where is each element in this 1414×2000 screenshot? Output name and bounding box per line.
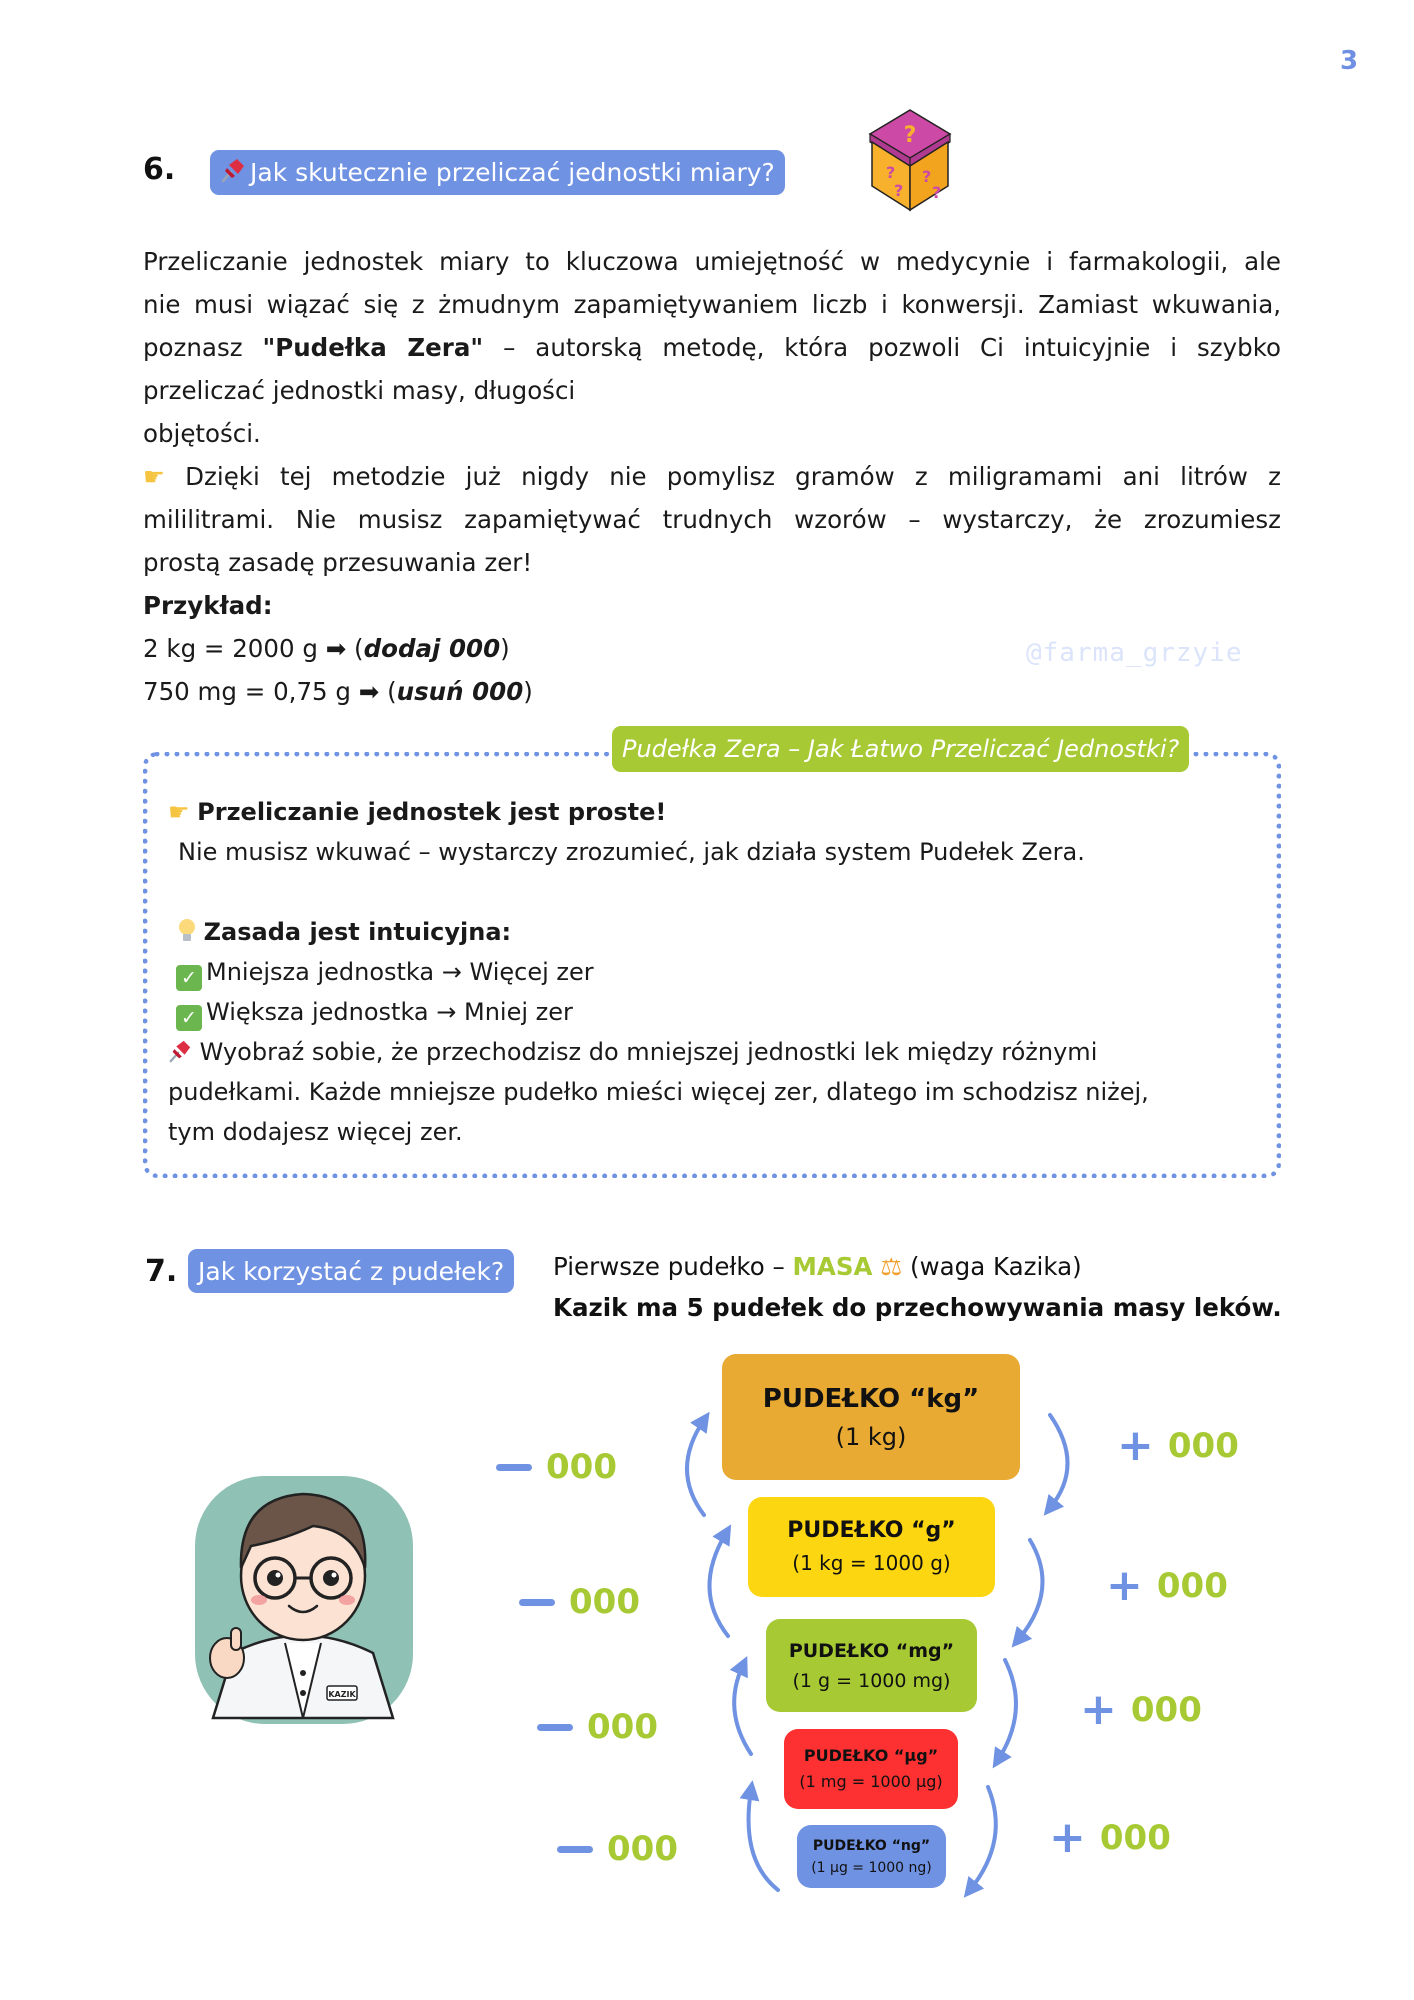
rule-item	[168, 952, 1258, 992]
tip-line	[143, 455, 1281, 498]
first-box-text: Pierwsze pudełko –	[553, 1252, 785, 1281]
example-equation: 2 kg = 2000 g	[143, 634, 318, 663]
down-arrow	[1050, 1415, 1068, 1508]
zeros-text: 000	[1099, 1818, 1171, 1858]
box-ug	[784, 1729, 958, 1809]
minus-icon	[519, 1599, 555, 1606]
intro-line: nie musi wiązać się z żmudnym zapamiętywaniem liczb i konwersji. Zamiast wkuwania,	[143, 290, 1281, 319]
section-6-number: 6.	[143, 152, 176, 187]
plus-icon: +	[1080, 1684, 1117, 1735]
zeros-text: 000	[1156, 1566, 1228, 1606]
plus-label	[1106, 1560, 1228, 1611]
kazik-character-illustration	[193, 1468, 415, 1734]
svg-text:?: ?	[922, 167, 932, 186]
first-box-text: (waga Kazika)	[910, 1252, 1082, 1281]
lightbulb-icon	[178, 918, 196, 946]
rule-text: Większa jednostka → Mniej zer	[206, 998, 573, 1026]
svg-text:?: ?	[932, 183, 942, 202]
box-subtitle: (1 kg = 1000 g)	[792, 1551, 951, 1575]
masa-highlight: MASA	[792, 1252, 873, 1281]
section-7-number: 7.	[145, 1254, 178, 1289]
up-arrow	[749, 1790, 778, 1890]
pushpin-icon	[220, 157, 246, 189]
page-number: 3	[1340, 46, 1359, 76]
plus-icon: +	[1117, 1420, 1154, 1471]
box-subtitle: (1 g = 1000 mg)	[792, 1669, 951, 1692]
callout-heading: Przeliczanie jednostek jest proste!	[197, 798, 667, 826]
plus-label	[1080, 1684, 1202, 1735]
intro-line: objętości.	[143, 419, 261, 448]
minus-icon	[496, 1464, 532, 1471]
tip-line: prostą zasadę przesuwania zer!	[143, 548, 533, 577]
up-arrow	[709, 1533, 728, 1636]
down-arrow	[970, 1787, 996, 1890]
intro-line: Przeliczanie jednostek miary to kluczowa umiejętność w medycynie i farmakologii, ale	[143, 247, 1281, 276]
svg-text:?: ?	[903, 123, 917, 148]
example-row	[143, 670, 1281, 713]
box-subtitle: (1 kg)	[835, 1423, 907, 1451]
pushpin-icon	[168, 1038, 192, 1066]
box-title: PUDEŁKO “mg”	[788, 1639, 955, 1662]
section-7-subtitle: Kazik ma 5 pudełek do przechowywania masy leków.	[553, 1293, 1282, 1322]
section-6-title: Jak skutecznie przeliczać jednostki miary?	[250, 158, 775, 187]
zeros-text: 000	[1130, 1690, 1202, 1730]
example-equation: 750 mg = 0,75 g	[143, 677, 351, 706]
example-note: usuń 000	[396, 677, 524, 706]
minus-label	[557, 1829, 678, 1869]
balance-scale-icon: ⚖	[880, 1252, 903, 1281]
callout-heading-row	[168, 792, 1258, 832]
kazik-badge: KAZIK	[328, 1690, 356, 1699]
box-g	[748, 1497, 995, 1597]
check-icon: ✓	[176, 1005, 202, 1031]
paren: )	[500, 634, 510, 663]
callout-subtext: Nie musisz wkuwać – wystarczy zrozumieć, jak działa system Pudełek Zera.	[178, 838, 1085, 866]
paren: )	[523, 677, 533, 706]
pointing-hand-icon: ☛	[168, 798, 190, 826]
mystery-box-illustration	[868, 108, 952, 212]
check-icon: ✓	[176, 965, 202, 991]
note-row	[168, 1032, 1258, 1072]
svg-text:?: ?	[894, 181, 904, 200]
example-label: Przykład:	[143, 591, 273, 620]
box-mg	[766, 1619, 977, 1712]
tip-text: Dzięki tej metodzie już nigdy nie pomylisz gramów z miligramami ani litrów z	[185, 462, 1281, 491]
paren: (	[387, 677, 397, 706]
plus-icon: +	[1106, 1560, 1143, 1611]
zeros-text: 000	[546, 1447, 617, 1487]
plus-label	[1049, 1812, 1171, 1863]
zeros-text: 000	[569, 1582, 640, 1622]
box-subtitle: (1 mg = 1000 µg)	[799, 1772, 943, 1791]
up-arrow	[687, 1420, 704, 1515]
up-arrow	[734, 1665, 751, 1754]
minus-label	[496, 1447, 617, 1487]
callout-content	[168, 792, 1258, 1152]
rule-heading: Zasada jest intuicyjna:	[203, 918, 512, 946]
right-arrow-icon: ➡	[325, 634, 347, 663]
minus-label	[519, 1582, 640, 1622]
method-name: "Pudełka Zera"	[262, 333, 484, 362]
note-text: Wyobraź sobie, że przechodzisz do mniejszej jednostki lek między różnymi	[199, 1038, 1098, 1066]
minus-icon	[537, 1724, 573, 1731]
box-title: PUDEŁKO “µg”	[803, 1746, 939, 1765]
right-arrow-icon: ➡	[358, 677, 380, 706]
plus-icon: +	[1049, 1812, 1086, 1863]
rule-item	[168, 992, 1258, 1032]
intro-text: poznasz	[143, 333, 243, 362]
section-6-title-pill	[210, 150, 785, 195]
tip-line: mililitrami. Nie musisz zapamiętywać trudnych wzorów – wystarczy, że zrozumiesz	[143, 505, 1281, 534]
zeros-text: 000	[587, 1707, 658, 1747]
first-box-line	[553, 1252, 1082, 1281]
intro-line: przeliczać jednostki masy, długości	[143, 376, 576, 405]
callout-tag: Pudełka Zera – Jak Łatwo Przeliczać Jednostki?	[612, 726, 1189, 772]
paren: (	[354, 634, 364, 663]
zeros-text: 000	[607, 1829, 678, 1869]
intro-line	[143, 326, 1281, 369]
down-arrow	[1018, 1540, 1043, 1640]
box-title: PUDEŁKO “kg”	[762, 1384, 980, 1414]
minus-label	[537, 1707, 658, 1747]
minus-icon	[557, 1846, 593, 1853]
zeros-text: 000	[1167, 1426, 1239, 1466]
pointing-hand-icon: ☛	[143, 462, 165, 491]
intro-text: – autorską metodę, która pozwoli Ci intuicyjnie i szybko	[503, 333, 1281, 362]
rule-heading-row	[168, 912, 1258, 952]
svg-text:?: ?	[886, 163, 896, 182]
rule-text: Mniejsza jednostka → Więcej zer	[206, 958, 594, 986]
box-kg	[722, 1354, 1020, 1480]
box-title: PUDEŁKO “g”	[787, 1518, 956, 1543]
section-7-title: Jak korzystać z pudełek?	[198, 1256, 505, 1286]
note-text: pudełkami. Każde mniejsze pudełko mieści więcej zer, dlatego im schodzisz niżej,	[168, 1078, 1149, 1106]
section-7-title-pill	[188, 1249, 514, 1293]
plus-label	[1117, 1420, 1239, 1471]
down-arrow	[998, 1660, 1016, 1760]
watermark: @farma_grzyie	[1026, 638, 1243, 668]
box-title: PUDEŁKO “ng”	[812, 1837, 931, 1854]
example-note: dodaj 000	[363, 634, 501, 663]
box-subtitle: (1 µg = 1000 ng)	[811, 1859, 932, 1876]
note-text: tym dodajesz więcej zer.	[168, 1118, 463, 1146]
box-ng	[797, 1825, 946, 1888]
